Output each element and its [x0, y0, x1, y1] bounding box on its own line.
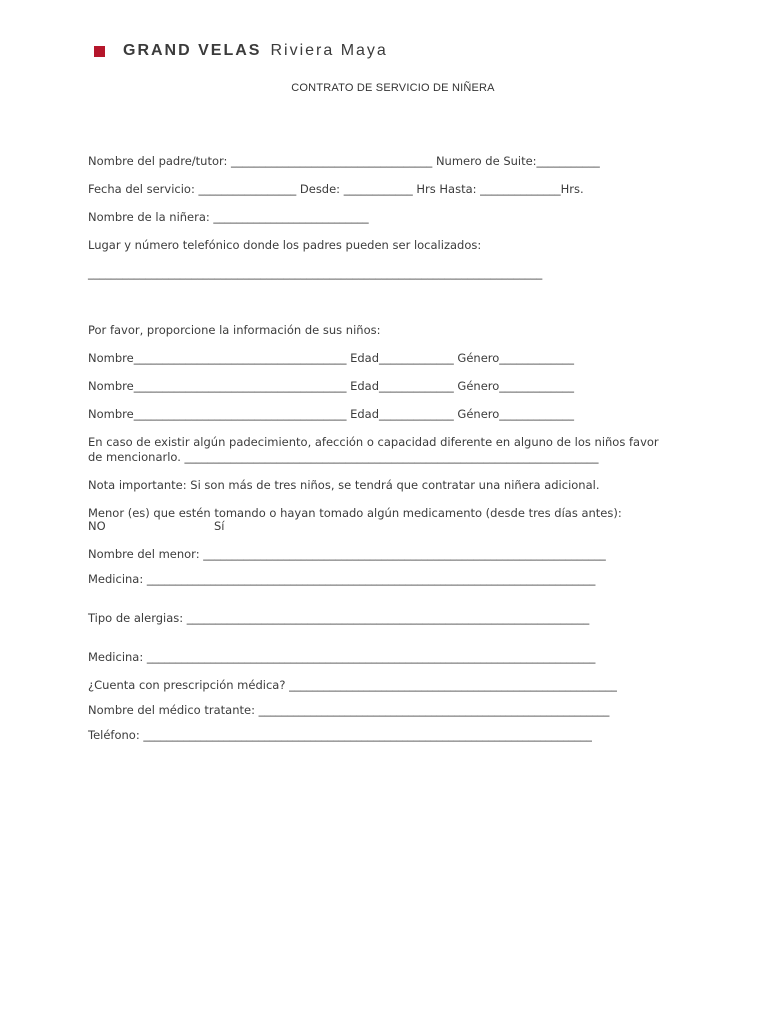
brand-name-strong: GRAND VELAS: [123, 42, 262, 59]
child-row: Nombre_____________________________________ Edad_____________ Género_____________: [88, 379, 575, 393]
condition-blank: de mencionarlo. ________________________________________________________________________: [88, 450, 599, 464]
child-row: Nombre_____________________________________ Edad_____________ Género_____________: [88, 351, 575, 365]
contact-blank-line: _______________________________________________________________________________: [88, 266, 543, 280]
minor-name-field: Nombre del menor: ______________________________________________________________________: [88, 547, 606, 561]
brand-name-light: Riviera Maya: [270, 42, 388, 59]
prescription-field: ¿Cuenta con prescripción médica? _________________________________________________________: [88, 678, 617, 692]
condition-text: En caso de existir algún padecimiento, afección o capacidad diferente en alguno de los niños favor: [88, 435, 659, 449]
medication-question: Menor (es) que estén tomando o hayan tomado algún medicamento (desde tres días antes):: [88, 506, 622, 520]
parent-name-field: Nombre del padre/tutor: ___________________________________ Numero de Suite:___________: [88, 154, 600, 168]
brand-square-icon: [94, 46, 105, 57]
medicine-field: Medicina: ______________________________________________________________________________: [88, 650, 596, 664]
nanny-name-field: Nombre de la niñera: ___________________________: [88, 210, 369, 224]
doctor-name-field: Nombre del médico tratante: _____________________________________________________________: [88, 703, 610, 717]
contact-label: Lugar y número telefónico donde los padres pueden ser localizados:: [88, 238, 482, 252]
children-intro: Por favor, proporcione la información de sus niños:: [88, 323, 381, 337]
option-si-label: Sí: [214, 519, 225, 533]
option-no-label: NO: [88, 519, 106, 533]
document-title: CONTRATO DE SERVICIO DE NIÑERA: [291, 82, 495, 94]
medicine-field: Medicina: ______________________________________________________________________________: [88, 572, 596, 586]
phone-field: Teléfono: ______________________________________________________________________________: [88, 728, 592, 742]
important-note: Nota importante: Si son más de tres niños, se tendrá que contratar una niñera adicional.: [88, 478, 600, 492]
child-row: Nombre_____________________________________ Edad_____________ Género_____________: [88, 407, 575, 421]
brand-logo: [94, 40, 388, 62]
allergies-field: Tipo de alergias: ______________________________________________________________________: [88, 611, 590, 625]
service-date-field: Fecha del servicio: _________________ Desde: ____________ Hrs Hasta: ______________Hrs.: [88, 182, 584, 196]
